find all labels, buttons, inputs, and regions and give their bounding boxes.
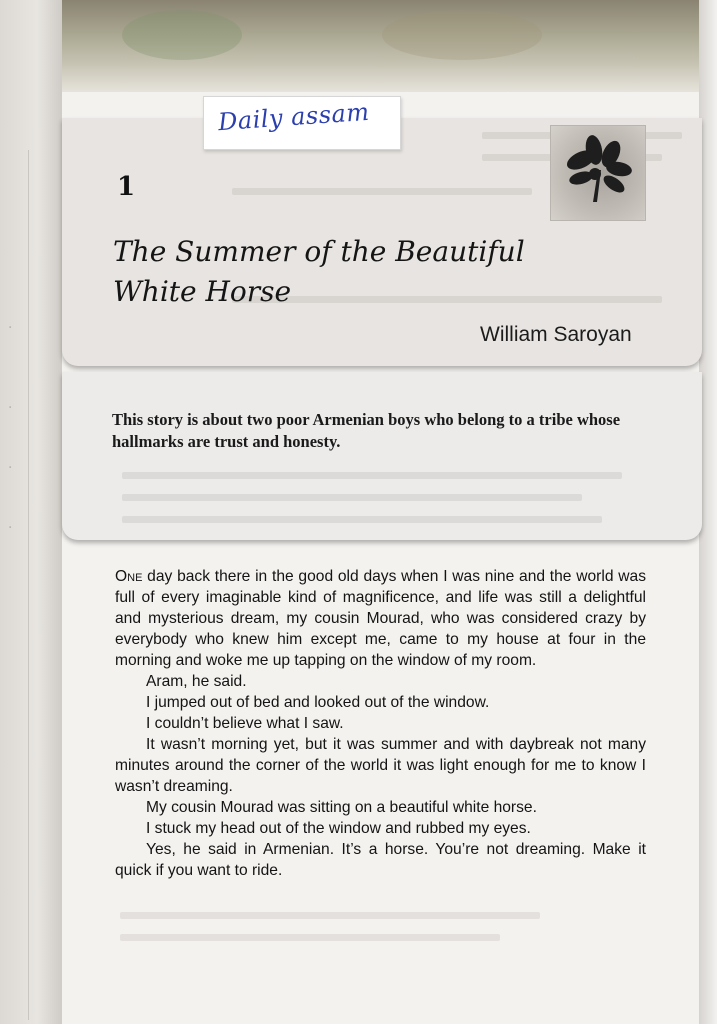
adjacent-page-margin: [0, 0, 62, 1024]
bleed-through-line: [122, 494, 582, 501]
drop-word: One: [115, 568, 143, 585]
handwritten-sticker: [203, 96, 401, 150]
paragraph: I stuck my head out of the window and rubbed my eyes.: [146, 820, 531, 837]
story-title: The Summer of the Beautiful White Horse: [113, 235, 525, 308]
bleed-through-line: [120, 934, 500, 941]
flower-icon: [551, 126, 645, 220]
chapter-ornament: [550, 125, 646, 221]
header-photo: [62, 0, 699, 92]
ghost-number: ·: [8, 520, 13, 536]
paragraph: I couldn’t believe what I saw.: [146, 715, 344, 732]
photo-foliage: [122, 10, 242, 60]
story-body: [115, 566, 646, 881]
paragraph: [115, 566, 646, 671]
paragraph: Yes, he said in Armenian. It’s a horse. You’re not dreaming. Make it quick if you want to ride.: [115, 841, 646, 879]
bleed-through-line: [120, 912, 540, 919]
bleed-through-line: [232, 188, 532, 195]
paragraph: My cousin Mourad was sitting on a beautiful white horse.: [146, 799, 537, 816]
ghost-number: ·: [8, 320, 13, 336]
bleed-through-line: [122, 516, 602, 523]
paragraph: I jumped out of bed and looked out of the window.: [146, 694, 490, 711]
paragraph-text: day back there in the good old days when I was nine and the world was full of every imaginable kind of magnificence, and life was still a delightful and mysterious dream, my cousin Mourad, who was considered crazy by everybody who knew him except me, came to my house at four in the morning and woke me up tapping on the window of my room.: [115, 568, 646, 669]
ghost-number: ·: [8, 400, 13, 416]
photo-foliage: [382, 10, 542, 60]
margin-strip: [0, 150, 29, 1020]
ghost-number: ·: [8, 460, 13, 476]
intro-card: [62, 372, 702, 540]
author-name: William Saroyan: [480, 323, 632, 346]
story-summary: This story is about two poor Armenian boys who belong to a tribe whose hallmarks are trust and honesty.: [112, 410, 621, 451]
chapter-number: 1: [117, 172, 136, 202]
bleed-through-line: [122, 472, 622, 479]
paragraph: It wasn’t morning yet, but it was summer and with daybreak not many minutes around the corner of the world it was light enough for me to know I wasn’t dreaming.: [115, 736, 646, 795]
sticker-text: Daily assam: [217, 97, 371, 137]
paragraph: Aram, he said.: [146, 673, 247, 690]
